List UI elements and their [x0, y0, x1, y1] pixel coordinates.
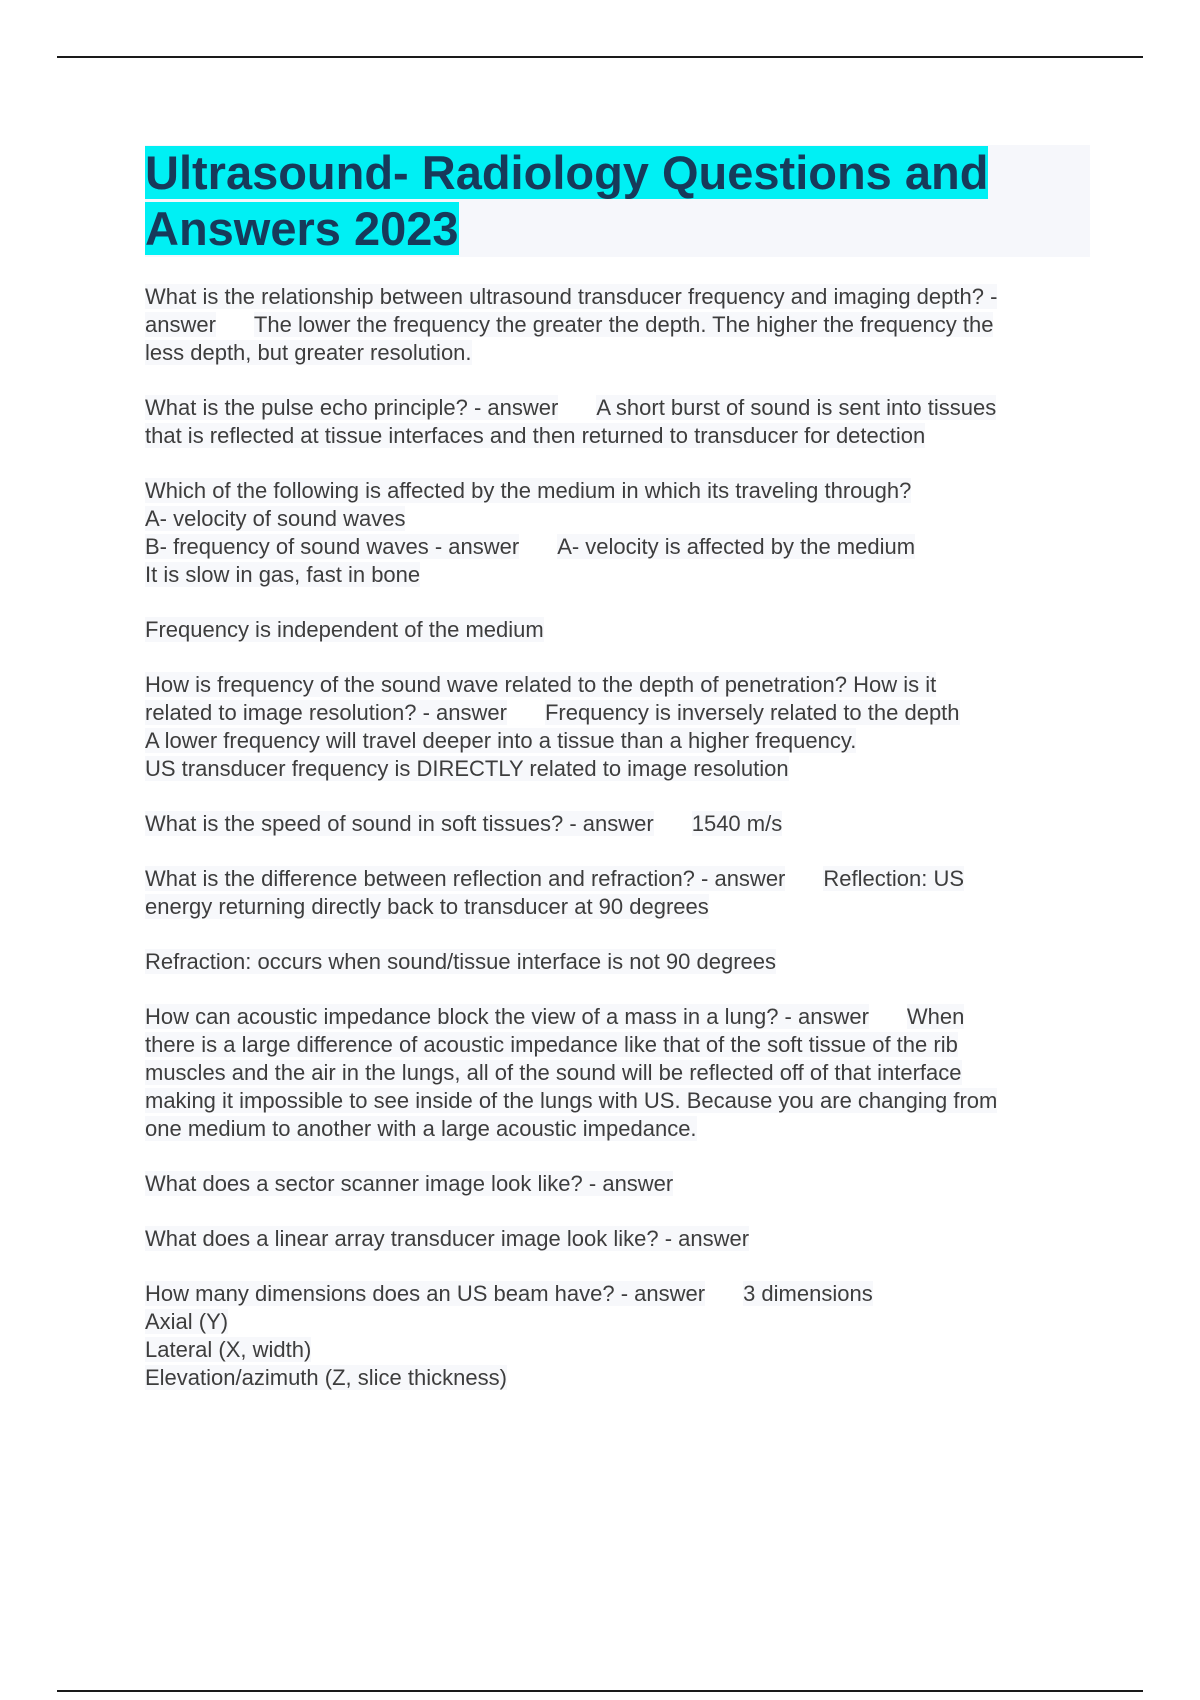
qa-text: Axial (Y): [145, 1309, 229, 1334]
qa-text: How many dimensions does an US beam have? - answer: [145, 1281, 706, 1306]
qa-text: A- velocity is affected by the medium: [557, 534, 916, 559]
qa-text: one medium to another with a large acoustic impedance.: [145, 1116, 697, 1141]
qa-text: less depth, but greater resolution.: [145, 340, 472, 365]
qa-item-4: [145, 616, 1090, 644]
qa-text: What is the speed of sound in soft tissues? - answer: [145, 811, 654, 836]
qa-text: Which of the following is affected by the medium in which its traveling through?: [145, 478, 912, 503]
qa-text: The lower the frequency the greater the depth. The higher the frequency the: [253, 312, 994, 337]
qa-text: 1540 m/s: [691, 811, 783, 836]
qa-text: A- velocity of sound waves: [145, 506, 406, 531]
qa-text: Elevation/azimuth (Z, slice thickness): [145, 1365, 507, 1390]
qa-item-6: [145, 810, 1090, 838]
qa-text: Lateral (X, width): [145, 1337, 312, 1362]
qa-text: making it impossible to see inside of the lungs with US. Because you are changing from: [145, 1088, 998, 1113]
qa-text: What does a linear array transducer image look like? - answer: [145, 1226, 750, 1251]
document-title: [145, 145, 1090, 257]
qa-text: energy returning directly back to transducer at 90 degrees: [145, 894, 709, 919]
qa-text: B- frequency of sound waves - answer: [145, 534, 520, 559]
qa-item-10: [145, 1170, 1090, 1198]
qa-text: What is the pulse echo principle? - answer: [145, 395, 559, 420]
qa-text: 3 dimensions: [743, 1281, 873, 1306]
qa-item-8: [145, 948, 1090, 976]
title-block: [145, 145, 1090, 257]
qa-item-3: [145, 477, 1090, 589]
qa-item-12: [145, 1280, 1090, 1392]
qa-text: related to image resolution? - answer: [145, 700, 507, 725]
qa-text: answer: [145, 312, 216, 337]
qa-text: Frequency is inversely related to the depth: [544, 700, 960, 725]
qa-text: there is a large difference of acoustic impedance like that of the soft tissue of the rib: [145, 1032, 958, 1057]
qa-text: A lower frequency will travel deeper into a tissue than a higher frequency.: [145, 728, 857, 753]
qa-item-1: [145, 283, 1090, 367]
qa-item-9: [145, 1003, 1090, 1143]
qa-text: muscles and the air in the lungs, all of the sound will be reflected off of that interface: [145, 1060, 962, 1085]
qa-text: US transducer frequency is DIRECTLY related to image resolution: [145, 756, 789, 781]
qa-text: What does a sector scanner image look like? - answer: [145, 1171, 674, 1196]
title-line-1: Ultrasound- Radiology Questions and: [145, 146, 989, 199]
qa-item-2: [145, 394, 1090, 450]
bottom-rule: [57, 1690, 1143, 1692]
qa-text: Refraction: occurs when sound/tissue interface is not 90 degrees: [145, 949, 777, 974]
qa-text: How is frequency of the sound wave related to the depth of penetration? How is it: [145, 672, 937, 697]
title-line-2: Answers 2023: [145, 202, 459, 255]
document-body: [145, 145, 1090, 1419]
qa-text: Reflection: US: [823, 866, 965, 891]
qa-text: When: [906, 1004, 965, 1029]
qa-item-11: [145, 1225, 1090, 1253]
qa-text: How can acoustic impedance block the view of a mass in a lung? - answer: [145, 1004, 869, 1029]
qa-text: What is the difference between reflection and refraction? - answer: [145, 866, 786, 891]
top-rule: [57, 56, 1143, 58]
qa-text: A short burst of sound is sent into tissues: [596, 395, 997, 420]
qa-item-7: [145, 865, 1090, 921]
qa-text: that is reflected at tissue interfaces and then returned to transducer for detection: [145, 423, 926, 448]
qa-text: Frequency is independent of the medium: [145, 617, 544, 642]
qa-text: It is slow in gas, fast in bone: [145, 562, 421, 587]
qa-item-5: [145, 671, 1090, 783]
qa-text: What is the relationship between ultrasound transducer frequency and imaging depth? -: [145, 284, 998, 309]
